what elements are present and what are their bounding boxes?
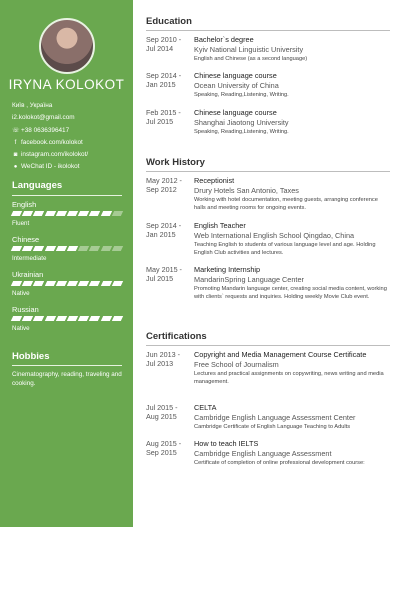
rating-segment <box>44 211 56 216</box>
rating-segment <box>56 211 68 216</box>
language-level: Native <box>12 325 30 332</box>
language-ukrainian <box>12 270 122 297</box>
sidebar <box>0 0 133 527</box>
entry-title: Copyright and Media Management Course Certificate <box>194 350 367 359</box>
certifications-divider <box>146 345 390 346</box>
entry-org: Ocean University of China <box>194 80 279 90</box>
rating-segment <box>33 316 45 321</box>
rating-segment <box>67 211 79 216</box>
rating-segment <box>89 246 101 251</box>
hobbies-text: Cinematography, reading, traveling and cooking. <box>12 371 122 387</box>
entry-title: Chinese language course <box>194 71 277 80</box>
entry-desc: Speaking, Reading,Listening, Writing. <box>194 129 289 135</box>
contact-text: WeChat ID - ikolokot <box>21 163 80 171</box>
rating-segment <box>33 211 45 216</box>
contact-facebook[interactable] <box>12 137 88 149</box>
entry-desc: Lectures and practical assignments on copywriting, news writing and media management. <box>194 371 384 386</box>
language-name: Ukrainian <box>12 270 44 279</box>
rating-segment <box>11 281 23 286</box>
facebook-icon: f <box>14 139 17 146</box>
rating-segment <box>112 246 124 251</box>
language-chinese <box>12 235 122 262</box>
rating-segment <box>44 281 56 286</box>
entry-desc: Working with hotel documentation, meeting guests, arranging conference halls and meeting rooms for ongoing events. <box>194 197 378 212</box>
contact-email[interactable] <box>12 112 88 124</box>
rating-segment <box>56 316 68 321</box>
language-level: Intermediate <box>12 255 47 262</box>
rating-segment <box>89 211 101 216</box>
entry-dates: May 2012 - Sep 2012 <box>146 176 182 194</box>
rating-segment <box>11 211 23 216</box>
entry-org: Drury Hotels San Antonio, Taxes <box>194 185 299 195</box>
certifications-heading: Certifications <box>146 331 207 342</box>
entry-dates: May 2015 - Jul 2015 <box>146 265 182 283</box>
rating-segment <box>67 316 79 321</box>
rating-segment <box>67 281 79 286</box>
entry-org: Free School of Journalism <box>194 359 279 369</box>
work-heading: Work History <box>146 157 205 168</box>
entry-org: Cambridge English Language Assessment Center <box>194 412 356 422</box>
profile-name: IRYNA KOLOKOT <box>8 77 125 92</box>
rating-segment <box>100 211 112 216</box>
entry-desc: Speaking, Reading,Listening, Writing. <box>194 92 289 98</box>
work-divider <box>146 171 390 172</box>
entry-desc: Promoting Mandarin language center, creating social media content, working with clients` requests and inquiries. Holding weekly Movie Club event. <box>194 286 387 301</box>
phone-icon: ☏ <box>12 127 20 134</box>
language-english <box>12 200 122 227</box>
rating-segment <box>44 316 56 321</box>
hobbies-divider <box>12 365 122 366</box>
entry-dates: Aug 2015 - Sep 2015 <box>146 439 182 457</box>
contact-text[interactable]: facebook.com/kolokot <box>21 138 83 146</box>
rating-segment <box>56 281 68 286</box>
language-rating-bar <box>12 316 122 321</box>
rating-segment <box>100 246 112 251</box>
avatar <box>39 18 95 74</box>
language-name: English <box>12 200 37 209</box>
entry-desc: Certificate of completion of online professional development course: <box>194 460 365 466</box>
contact-text[interactable]: +38 0636396417 <box>21 126 70 134</box>
entry-dates: Jul 2015 - Aug 2015 <box>146 403 178 421</box>
languages-divider <box>12 195 122 196</box>
language-rating-bar <box>12 281 122 286</box>
entry-title: Receptionist <box>194 176 235 185</box>
rating-segment <box>67 246 79 251</box>
entry-org: Web International English School Qingdao, China <box>194 230 355 240</box>
contact-text: Київ , Україна <box>12 102 53 109</box>
rating-segment <box>100 316 112 321</box>
contact-phone[interactable] <box>12 125 88 137</box>
entry-dates: Sep 2014 - Jan 2015 <box>146 71 182 89</box>
entry-dates: Sep 2014 - Jan 2015 <box>146 221 182 239</box>
contact-location <box>12 100 88 112</box>
language-russian <box>12 305 122 332</box>
entry-desc: Teaching English to students of various language level and age. Holding English Club activities and lectures. <box>194 242 376 257</box>
hobbies-heading: Hobbies <box>12 351 50 362</box>
contact-list <box>12 100 88 174</box>
entry-desc: Cambridge Certificate of English Language Teaching to Adults <box>194 424 351 430</box>
entry-title: Marketing Internship <box>194 265 261 274</box>
entry-title: CELTA <box>194 403 217 412</box>
entry-title: English Teacher <box>194 221 246 230</box>
rating-segment <box>112 316 124 321</box>
language-level: Native <box>12 290 30 297</box>
contact-instagram[interactable] <box>12 149 88 161</box>
languages-heading: Languages <box>12 180 63 191</box>
rating-segment <box>100 281 112 286</box>
entry-title: Bachelor`s degree <box>194 35 254 44</box>
rating-segment <box>44 246 56 251</box>
rating-segment <box>112 211 124 216</box>
entry-org: Cambridge English Language Assessment <box>194 448 332 458</box>
contact-wechat <box>12 161 88 173</box>
rating-segment <box>33 246 45 251</box>
entry-desc: English and Chinese (as a second language) <box>194 56 308 62</box>
rating-segment <box>89 281 101 286</box>
contact-text[interactable]: i2.kolokot@gmail.com <box>12 114 75 122</box>
wechat-icon: ● <box>13 164 18 171</box>
education-heading: Education <box>146 16 192 27</box>
entry-dates: Feb 2015 - Jul 2015 <box>146 108 181 126</box>
instagram-icon: ◙ <box>13 152 18 159</box>
rating-segment <box>33 281 45 286</box>
entry-title: Chinese language course <box>194 108 277 117</box>
entry-org: Kyiv National Linguistic University <box>194 44 304 54</box>
entry-title: How to teach IELTS <box>194 439 259 448</box>
entry-dates: Jun 2013 - Jul 2013 <box>146 350 180 368</box>
language-level: Fluent <box>12 220 30 227</box>
contact-text[interactable]: instagram.com/ikolokot/ <box>21 151 89 159</box>
rating-segment <box>11 316 23 321</box>
rating-segment <box>56 246 68 251</box>
entry-org: MandarinSpring Language Center <box>194 274 304 284</box>
language-name: Chinese <box>12 235 40 244</box>
education-divider <box>146 30 390 31</box>
language-rating-bar <box>12 211 122 216</box>
rating-segment <box>112 281 124 286</box>
language-rating-bar <box>12 246 122 251</box>
rating-segment <box>89 316 101 321</box>
rating-segment <box>11 246 23 251</box>
entry-dates: Sep 2010 - Jul 2014 <box>146 35 182 53</box>
language-name: Russian <box>12 305 39 314</box>
entry-org: Shanghai Jiaotong University <box>194 117 289 127</box>
